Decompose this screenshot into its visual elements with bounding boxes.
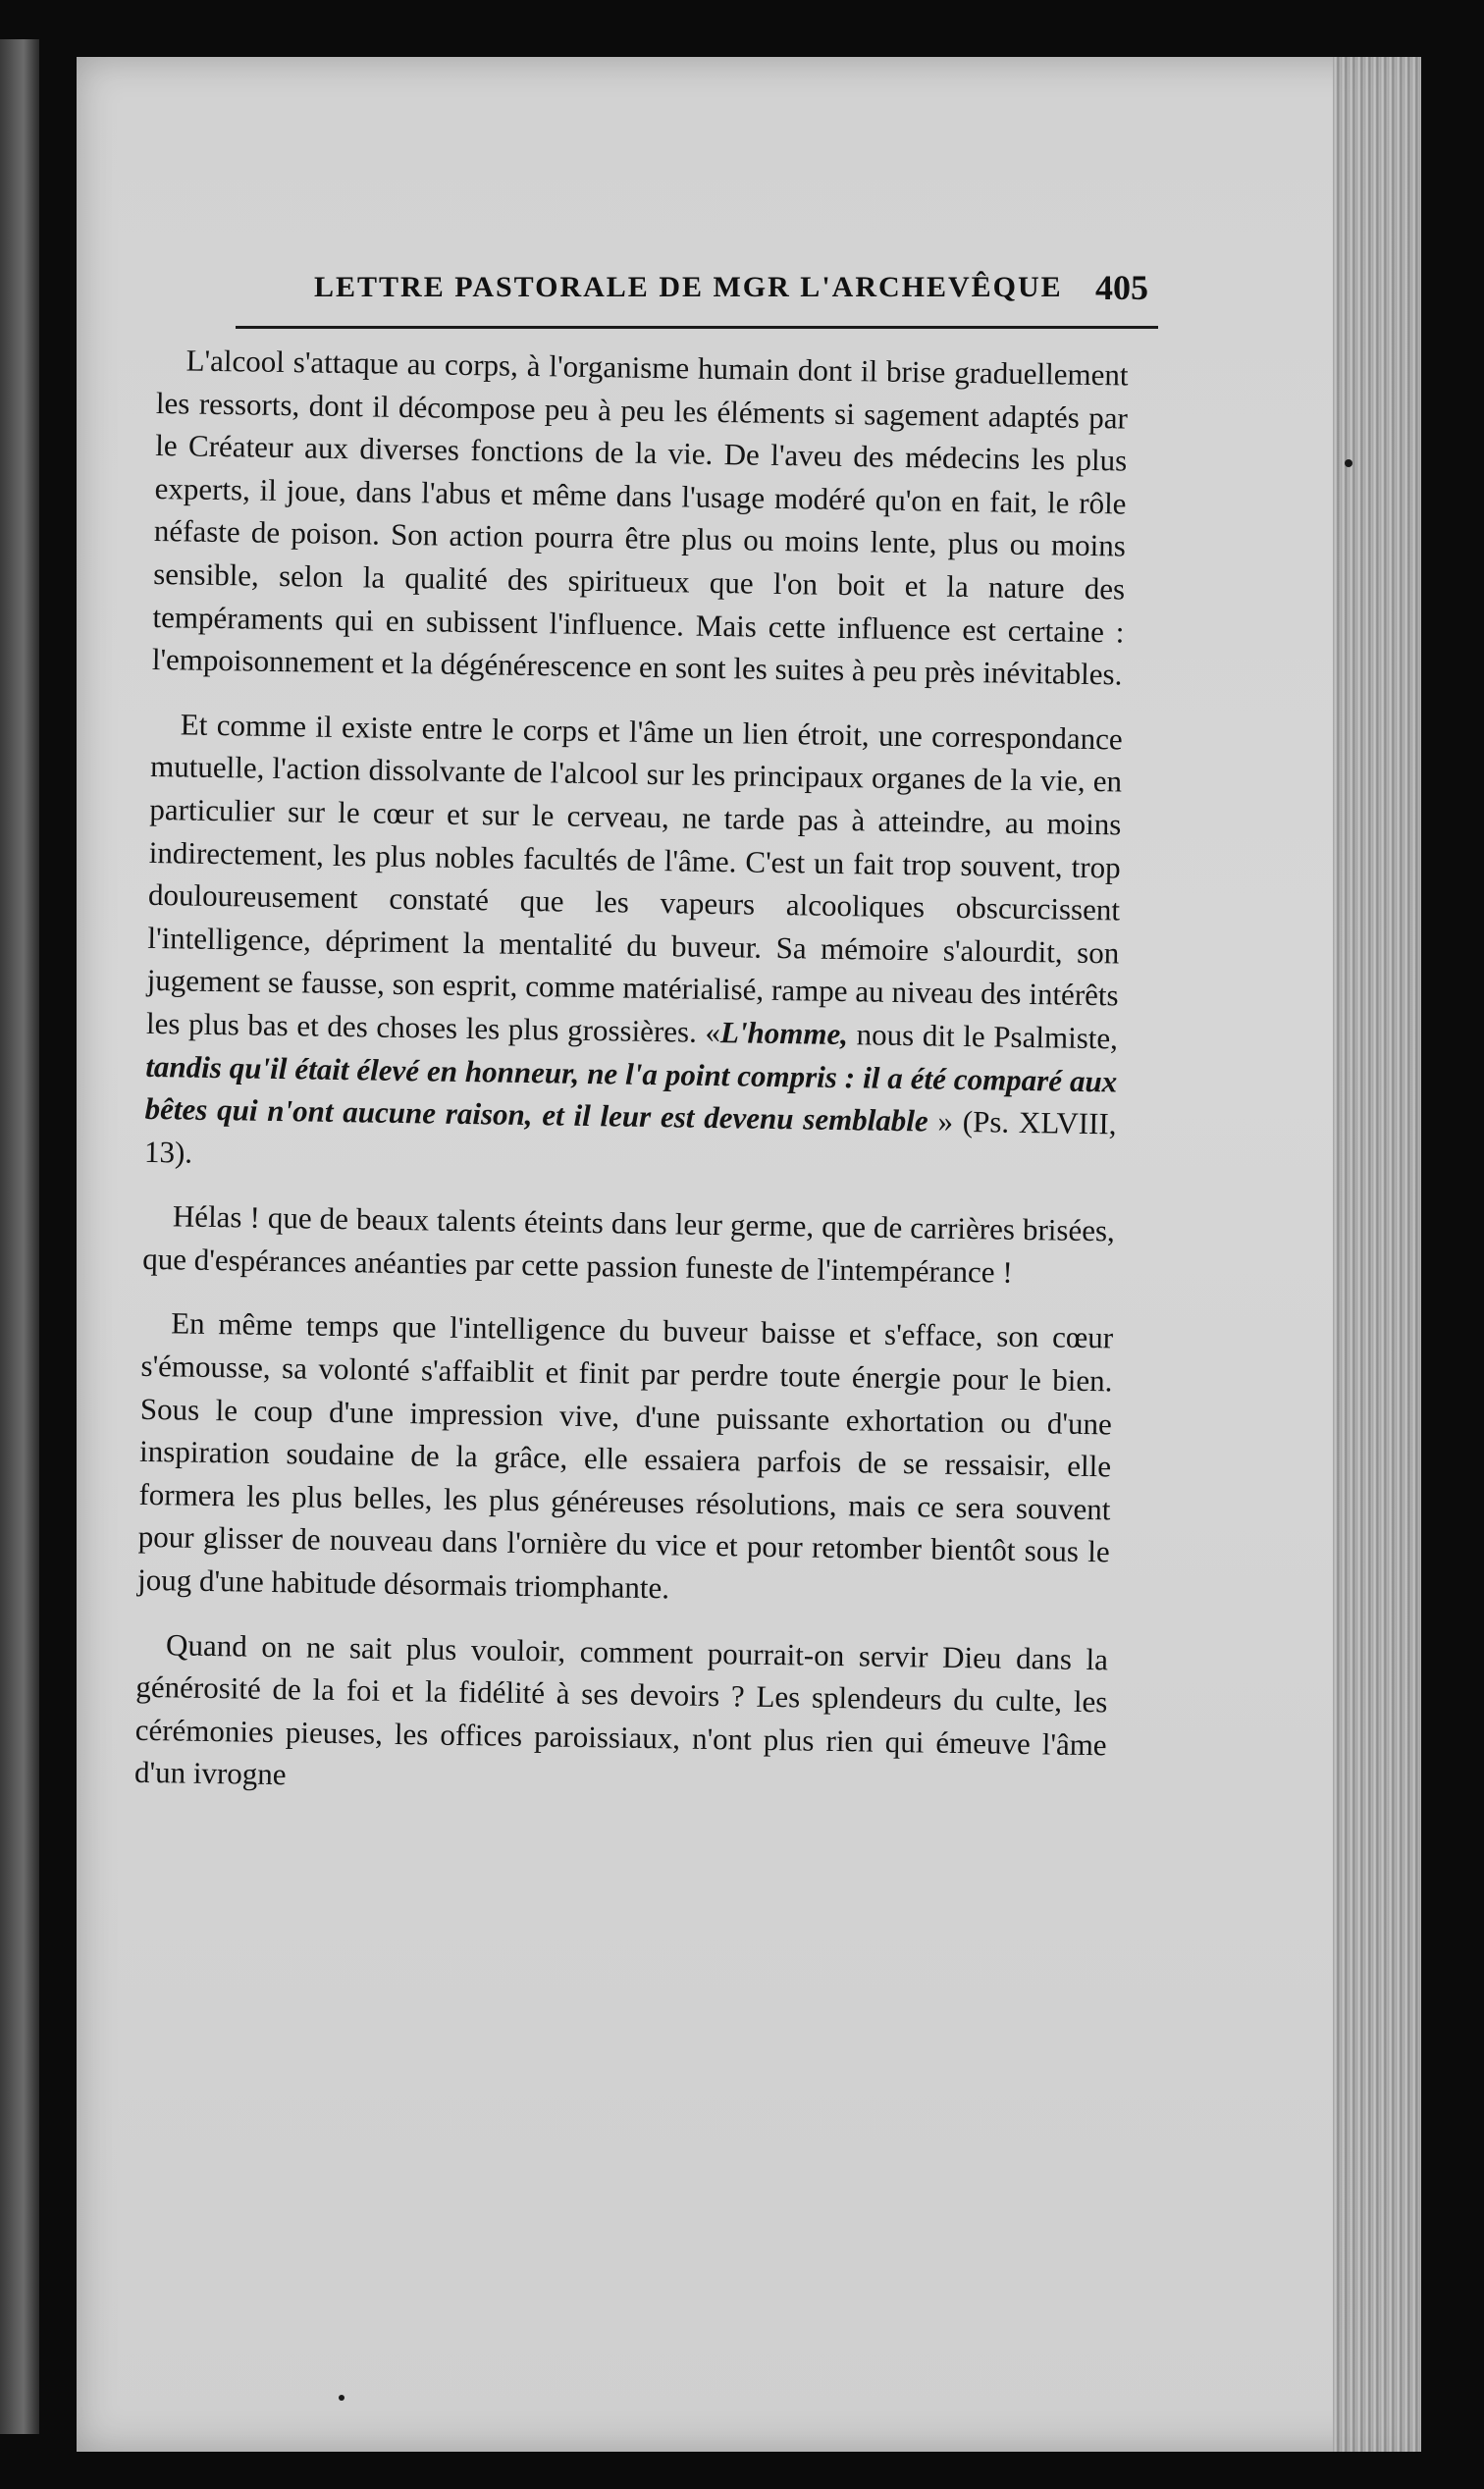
paragraph-lament: Hélas ! que de beaux talents éteints dans leur germe, que de carrières brisées, que d'espérances anéanties par cette passion funeste de l'intempérance ! — [142, 1198, 1116, 1290]
paragraph-alcohol-body: L'alcool s'attaque au corps, à l'organisme humain dont il brise graduellement les ressorts, dont il décompose peu à peu les éléments si sagement adaptés par le Créateur aux diverses fonctions de la vie. De l'aveu des médecins les plus experts, il joue, dans l'abus et même dans l'usage modéré qu'on en fait, le rôle néfaste de poison. Son action pourra être plus ou moins lente, plus ou moins sensible, selon la qualité des spiritueux que l'on boit et la nature des tempéraments qui en subissent l'influence. Mais cette influence est certaine : l'empoisonnement et la dégénérescence en sont les suites à peu près inévitables. — [151, 343, 1129, 692]
header-rule — [236, 326, 1158, 329]
body-text — [133, 339, 1129, 1830]
paragraph-text: Et comme il existe entre le corps et l'âme un lien étroit, une correspondance mutuelle, l'action dissolvante de l'alcool sur les principaux organes de la vie, en particulier sur le cœur et sur le cerveau, ne tarde pas à atteindre, au moins indirectement, les plus nobles facultés de l'âme. C'est un fait trop souvent, trop douloureusement constaté que les vapeurs alcooliques obscurcissent l'intelligence, dépriment la mentalité du buveur. Sa mémoire s'alourdit, son jugement se fausse, son esprit, comme matérialisé, rampe au niveau des intérêts les plus bas et des choses les plus grossières. « — [145, 707, 1123, 1050]
scan-speck — [339, 2395, 344, 2401]
quote-italic: L'homme, — [719, 1015, 849, 1052]
previous-page-edge — [0, 39, 39, 2434]
page-stack-edges — [1333, 57, 1421, 2452]
paragraph-will: En même temps que l'intelligence du buveur baisse et s'efface, son cœur s'émousse, sa volonté s'affaiblit et finit par perdre toute énergie pour le bien. Sous le coup d'une impression vive, d'une puissante exhortation ou d'une inspiration soudaine de la grâce, elle essaiera parfois de se ressaisir, elle formera les plus belles, les plus généreuses résolutions, mais ce sera souvent pour glisser de nouveau dans l'ornière du vice et pour retomber bientôt sous le joug d'une habitude désormais triomphante. — [136, 1305, 1114, 1606]
paragraph-alcohol-soul — [144, 703, 1123, 1189]
paragraph-text: nous dit le Psalmiste, — [847, 1017, 1119, 1056]
running-title: LETTRE PASTORALE DE MGR L'ARCHEVÊQUE — [314, 271, 1063, 303]
quote-italic: tandis qu'il était élevé en honneur, ne l'a point compris : il a été comparé aux bêtes qui n'ont aucune raison, et il leur est devenu semblable — [144, 1048, 1118, 1139]
scan-speck — [1345, 459, 1352, 467]
citation: » (Ps. XLVIII, 13). — [143, 1103, 1117, 1170]
page-number: 405 — [1095, 268, 1148, 307]
paragraph-faith: Quand on ne sait plus vouloir, comment pourrait-on servir Dieu dans la générosité de la foi et la fidélité à ses devoirs ? Les splendeurs du culte, les cérémonies pieuses, les offices paroissiaux, n'ont plus rien qui émeuve l'âme d'un ivrogne — [133, 1626, 1109, 1792]
